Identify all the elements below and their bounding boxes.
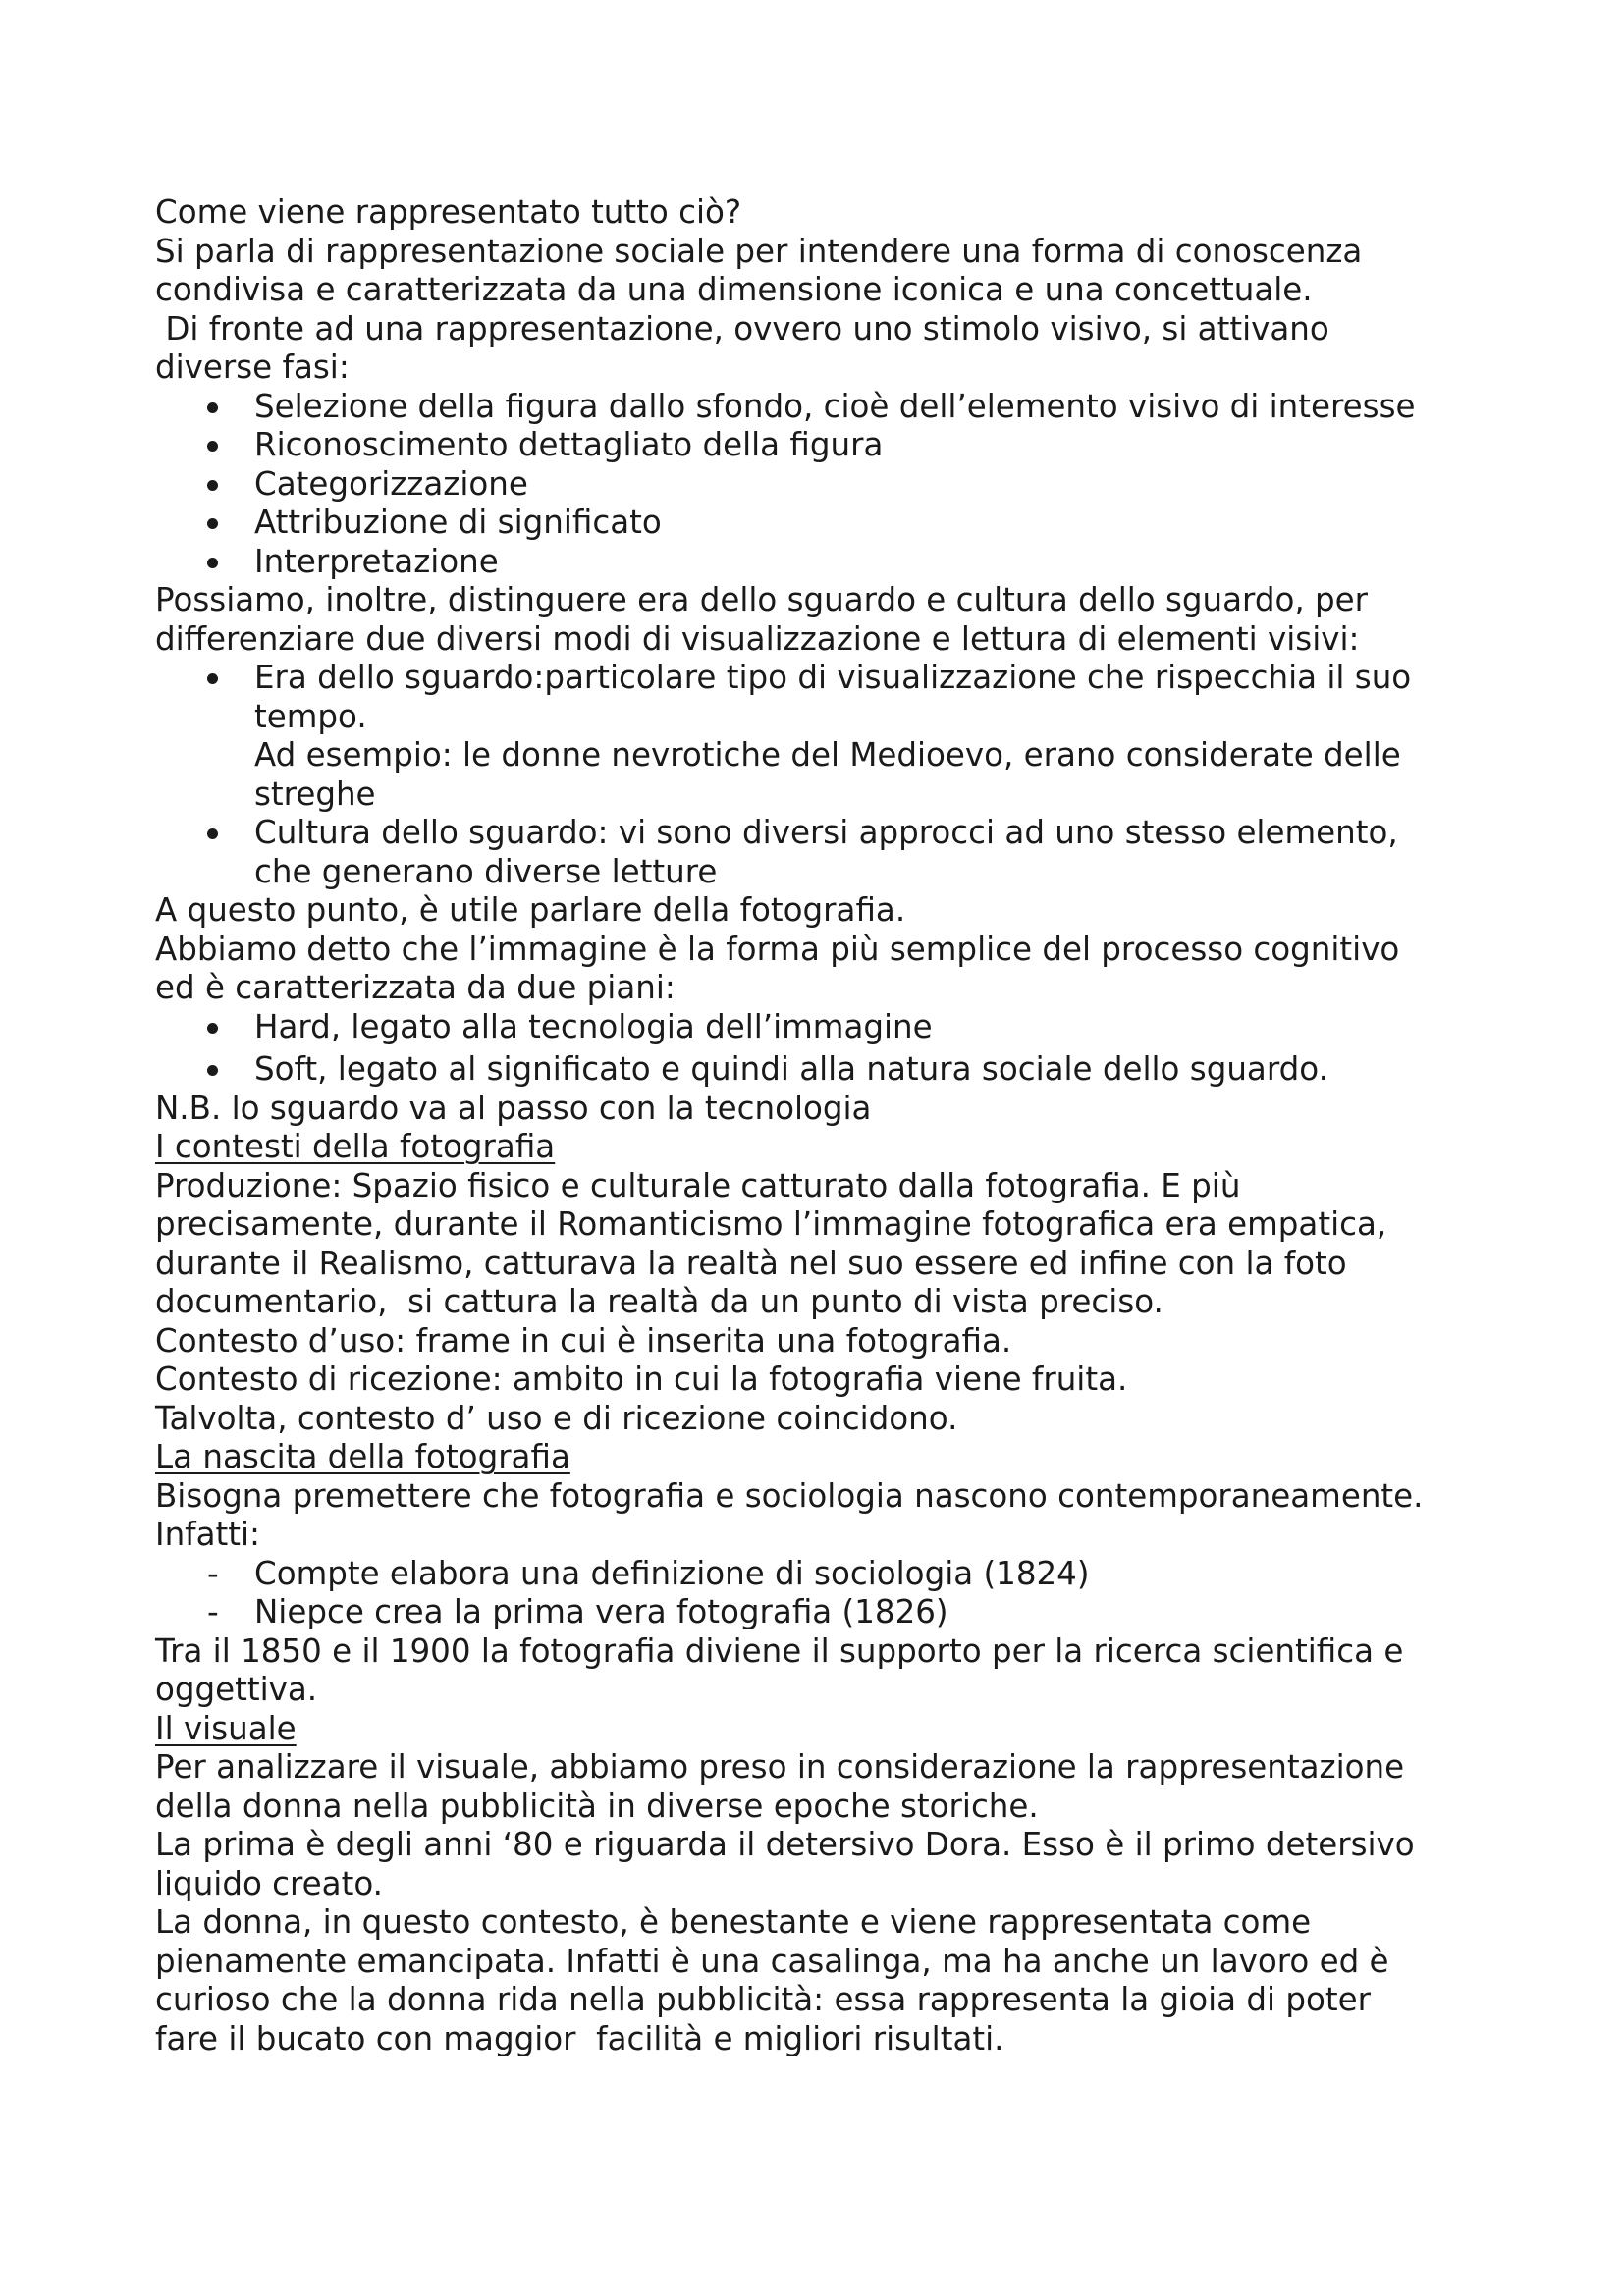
list-item-text: Hard, legato alla tecnologia dell’immagine	[254, 1007, 933, 1045]
text-line: Abbiamo detto che l’immagine è la forma più semplice del processo cognitivo	[155, 930, 1400, 968]
list-item-note: streghe	[254, 774, 376, 813]
text-line: La prima è degli anni ‘80 e riguarda il detersivo Dora. Esso è il primo detersivo	[155, 1826, 1415, 1863]
text-line: fare il bucato con maggior facilità e migliori risultati.	[155, 2019, 1004, 2057]
list-item	[155, 659, 1525, 814]
text-line: Tra il 1850 e il 1900 la fotografia diviene il supporto per la ricerca scientifica e	[155, 1631, 1404, 1670]
text-line: La donna, in questo contesto, è benestante e viene rappresentata come	[155, 1903, 1312, 1941]
list-item	[155, 504, 1525, 543]
list-item	[155, 1050, 1525, 1090]
bullet-icon	[207, 480, 218, 491]
list-item-text: Categorizzazione	[254, 464, 528, 503]
list-item-text: Attribuzione di significato	[254, 504, 662, 541]
nascita-paragraph	[155, 1477, 1525, 1555]
list-item	[155, 465, 1525, 505]
list-item-text: tempo.	[254, 697, 367, 735]
section-heading-contesti	[155, 1128, 1525, 1167]
nascita-outro-paragraph	[155, 1632, 1525, 1710]
text-line: liquido creato.	[155, 1864, 383, 1902]
list-item-text: Selezione della figura dallo sfondo, cioè dell’elemento visivo di interesse	[254, 387, 1416, 425]
text-line: A questo punto, è utile parlare della fotografia.	[155, 891, 906, 929]
text-line: Talvolta, contesto d’ uso e di ricezione coincidono.	[155, 1399, 958, 1437]
text-line: documentario, si cattura la realtà da un punto di vista preciso.	[155, 1283, 1163, 1320]
contesti-paragraph	[155, 1167, 1525, 1439]
piani-list	[155, 1008, 1525, 1090]
intro-paragraph	[155, 193, 1525, 388]
list-item	[155, 1555, 1525, 1594]
list-item-text: Compte elabora una definizione di sociologia (1824)	[254, 1554, 1090, 1592]
list-item-text: che generano diverse letture	[254, 852, 718, 890]
text-line: Produzione: Spazio fisico e culturale catturato dalla fotografia. E più	[155, 1166, 1241, 1204]
sguardo-paragraph	[155, 581, 1525, 659]
text-line: Bisogna premettere che fotografia e sociologia nascono contemporaneamente.	[155, 1476, 1424, 1515]
nb-note: N.B. lo sguardo va al passo con la tecnologia	[155, 1089, 872, 1127]
list-item	[155, 814, 1525, 891]
section-heading-visuale	[155, 1710, 1525, 1749]
text-line: ed è caratterizzata da due piani:	[155, 969, 676, 1006]
text-line: della donna nella pubblicità in diverse epoche storiche.	[155, 1787, 1039, 1825]
dash-icon: -	[207, 1554, 219, 1592]
list-item-text: Cultura dello sguardo: vi sono diversi approcci ad uno stesso elemento,	[254, 814, 1398, 851]
text-line: Contesto d’uso: frame in cui è inserita una fotografia.	[155, 1321, 1012, 1360]
list-item	[155, 1593, 1525, 1632]
text-line: Contesto di ricezione: ambito in cui la fotografia viene fruita.	[155, 1361, 1128, 1398]
list-item	[155, 426, 1525, 465]
bullet-icon	[207, 828, 218, 839]
list-item-text: Era dello sguardo:particolare tipo di visualizzazione che rispecchia il suo	[254, 659, 1412, 696]
text-line: Come viene rappresentato tutto ciò?	[155, 193, 742, 231]
section-heading-nascita	[155, 1438, 1525, 1477]
text-line: Per analizzare il visuale, abbiamo preso in considerazione la rappresentazione	[155, 1748, 1405, 1786]
text-line: condivisa e caratterizzata da una dimensione iconica e una concettuale.	[155, 271, 1313, 308]
phases-list	[155, 388, 1525, 582]
text-line: Possiamo, inoltre, distinguere era dello sguardo e cultura dello sguardo, per	[155, 581, 1368, 618]
text-line: durante il Realismo, catturava la realtà nel suo essere ed infine con la foto	[155, 1244, 1347, 1282]
text-line: precisamente, durante il Romanticismo l’immagine fotografica era empatica,	[155, 1205, 1387, 1243]
bullet-icon	[207, 1065, 218, 1076]
list-item-text: Soft, legato al significato e quindi alla natura sociale dello sguardo.	[254, 1050, 1328, 1088]
heading-text: La nascita della fotografia	[155, 1438, 570, 1475]
list-item	[155, 543, 1525, 582]
list-item-text: Riconoscimento dettagliato della figura	[254, 426, 884, 463]
list-item	[155, 388, 1525, 427]
document-body	[155, 193, 1525, 2058]
nascita-list	[155, 1555, 1525, 1632]
bullet-icon	[207, 441, 218, 452]
text-line: curioso che la donna rida nella pubblicità: essa rappresenta la gioia di poter	[155, 1981, 1371, 2018]
sguardo-list	[155, 659, 1525, 891]
text-line: differenziare due diversi modi di visualizzazione e lettura di elementi visivi:	[155, 619, 1360, 658]
visuale-paragraph	[155, 1748, 1525, 2058]
foto-paragraph	[155, 891, 1525, 1008]
bullet-icon	[207, 518, 218, 529]
list-item-text: Interpretazione	[254, 542, 499, 580]
dash-icon: -	[207, 1593, 219, 1630]
heading-text: Il visuale	[155, 1709, 297, 1747]
list-item-note: Ad esempio: le donne nevrotiche del Medioevo, erano considerate delle	[254, 736, 1401, 774]
bullet-icon	[207, 402, 218, 413]
text-line: Di fronte ad una rappresentazione, ovvero uno stimolo visivo, si attivano	[155, 309, 1329, 347]
list-item	[155, 1008, 1525, 1047]
bullet-icon	[207, 1023, 218, 1034]
heading-text: I contesti della fotografia	[155, 1128, 556, 1165]
text-line: Infatti:	[155, 1516, 261, 1553]
text-line: oggettiva.	[155, 1671, 318, 1708]
bullet-icon	[207, 558, 218, 568]
text-line: pienamente emancipata. Infatti è una casalinga, ma ha anche un lavoro ed è	[155, 1942, 1389, 1980]
list-item-text: Niepce crea la prima vera fotografia (1826)	[254, 1593, 948, 1630]
text-line: Si parla di rappresentazione sociale per intendere una forma di conoscenza	[155, 232, 1363, 270]
bullet-icon	[207, 673, 218, 684]
text-line: diverse fasi:	[155, 348, 350, 386]
